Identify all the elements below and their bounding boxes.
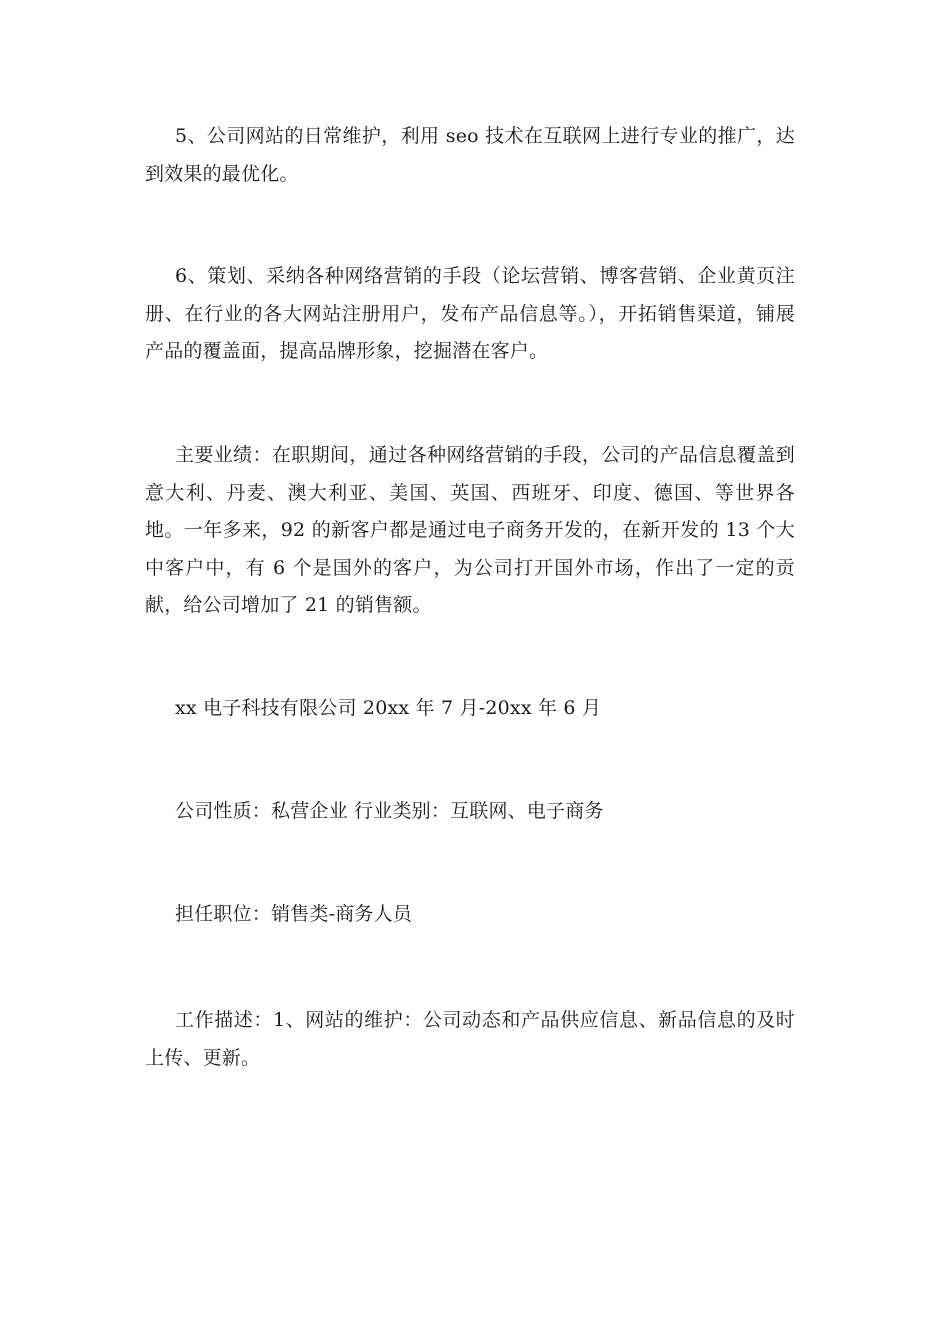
paragraph-job-description: 工作描述：1、网站的维护：公司动态和产品供应信息、新品信息的及时上传、更新。	[145, 1009, 795, 1069]
paragraph-company-period: xx 电子科技有限公司 20xx 年 7 月-20xx 年 6 月	[175, 697, 602, 719]
paragraph-duty-6: 6、策划、采纳各种网络营销的手段（论坛营销、博客营销、企业黄页注册、在行业的各大网站注册用户，发布产品信息等。），开拓销售渠道，铺展产品的覆盖面，提高品牌形象，挖掘潜在客户。	[145, 265, 795, 363]
paragraph-duty-5: 5、公司网站的日常维护，利用 seo 技术在互联网上进行专业的推广，达到效果的最优化。	[145, 125, 795, 185]
paragraph-company-nature: 公司性质：私营企业 行业类别：互联网、电子商务	[175, 800, 604, 822]
paragraph-achievements: 主要业绩：在职期间，通过各种网络营销的手段，公司的产品信息覆盖到意大利、丹麦、澳大利亚、美国、英国、西班牙、印度、德国、等世界各地。一年多来，92 的新客户都是通过电子商务开发的，在新开发的 13 个大中客户中，有 6 个是国外的客户，为公司打开国外市场，作出了一定的贡献，给公司增加了 21 的销售额。	[145, 444, 795, 617]
paragraph-position: 担任职位：销售类-商务人员	[175, 903, 413, 925]
